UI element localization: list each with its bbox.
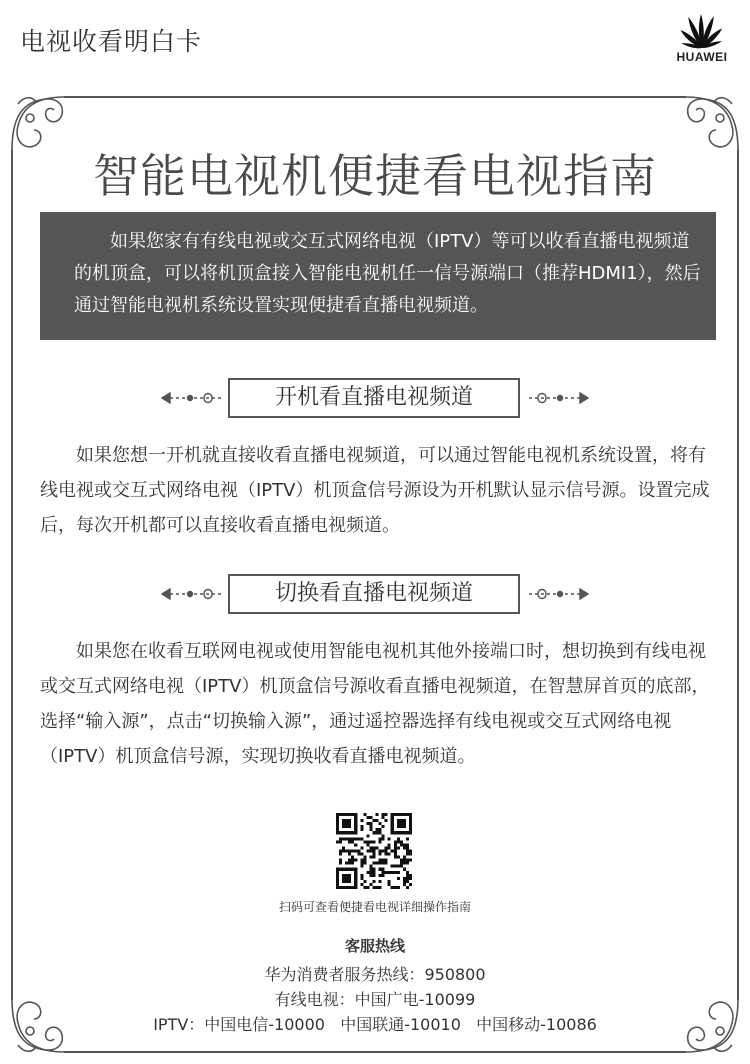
ornament-right-icon xyxy=(522,388,590,408)
intro-box xyxy=(40,212,716,340)
hotline-cable-tv: 有线电视：中国广电-10099 xyxy=(274,990,476,1009)
ornament-right-icon xyxy=(522,584,590,604)
hotline-title: 客服热线 xyxy=(344,937,405,955)
qr-code-icon[interactable] xyxy=(336,813,412,889)
qr-caption: 扫码可查看便捷看电视详细操作指南 xyxy=(278,900,471,914)
hotline-iptv: IPTV：中国电信-10000 中国联通-10010 中国移动-10086 xyxy=(153,1015,597,1034)
brand-wordmark: HUAWEI xyxy=(676,50,728,64)
ornament-left-icon xyxy=(160,584,228,604)
section-title: 开机看直播电视频道 xyxy=(228,378,520,418)
doc-title: 电视收看明白卡 xyxy=(20,27,203,56)
main-title: 智能电视机便捷看电视指南 xyxy=(93,149,657,203)
paragraph-text: 如果您想一开机就直接收看直播电视频道，可以通过智能电视机系统设置，将有线电视或交互式网络电视（IPTV）机顶盒信号源设为开机默认显示信号源。设置完成后，每次开机都可以直接收看直播电视频道。 xyxy=(40,445,710,536)
hotline-huawei: 华为消费者服务热线：950800 xyxy=(264,965,486,984)
section-heading-power-on xyxy=(160,378,590,424)
section-heading-switch xyxy=(160,574,590,620)
paragraph-text: 如果您在收看互联网电视或使用智能电视机其他外接端口时，想切换到有线电视或交互式网络电视（IPTV）机顶盒信号源收看直播电视频道，在智慧屏首页的底部，选择“输入源”，点击“切换输入源”，通过遥控器选择有线电视或交互式网络电视（IPTV）机顶盒信号源，实现切换收看直播电视频道。 xyxy=(40,641,710,767)
ornament-left-icon xyxy=(160,388,228,408)
section-paragraph-power-on xyxy=(40,438,716,543)
intro-text: 如果您家有有线电视或交互式网络电视（IPTV）等可以收看直播电视频道的机顶盒，可以将机顶盒接入智能电视机任一信号源端口（推荐HDMI1），然后通过智能电视机系统设置实现便捷看直播电视频道。 xyxy=(74,231,701,316)
section-title: 切换看直播电视频道 xyxy=(228,574,520,614)
section-paragraph-switch xyxy=(40,634,716,774)
